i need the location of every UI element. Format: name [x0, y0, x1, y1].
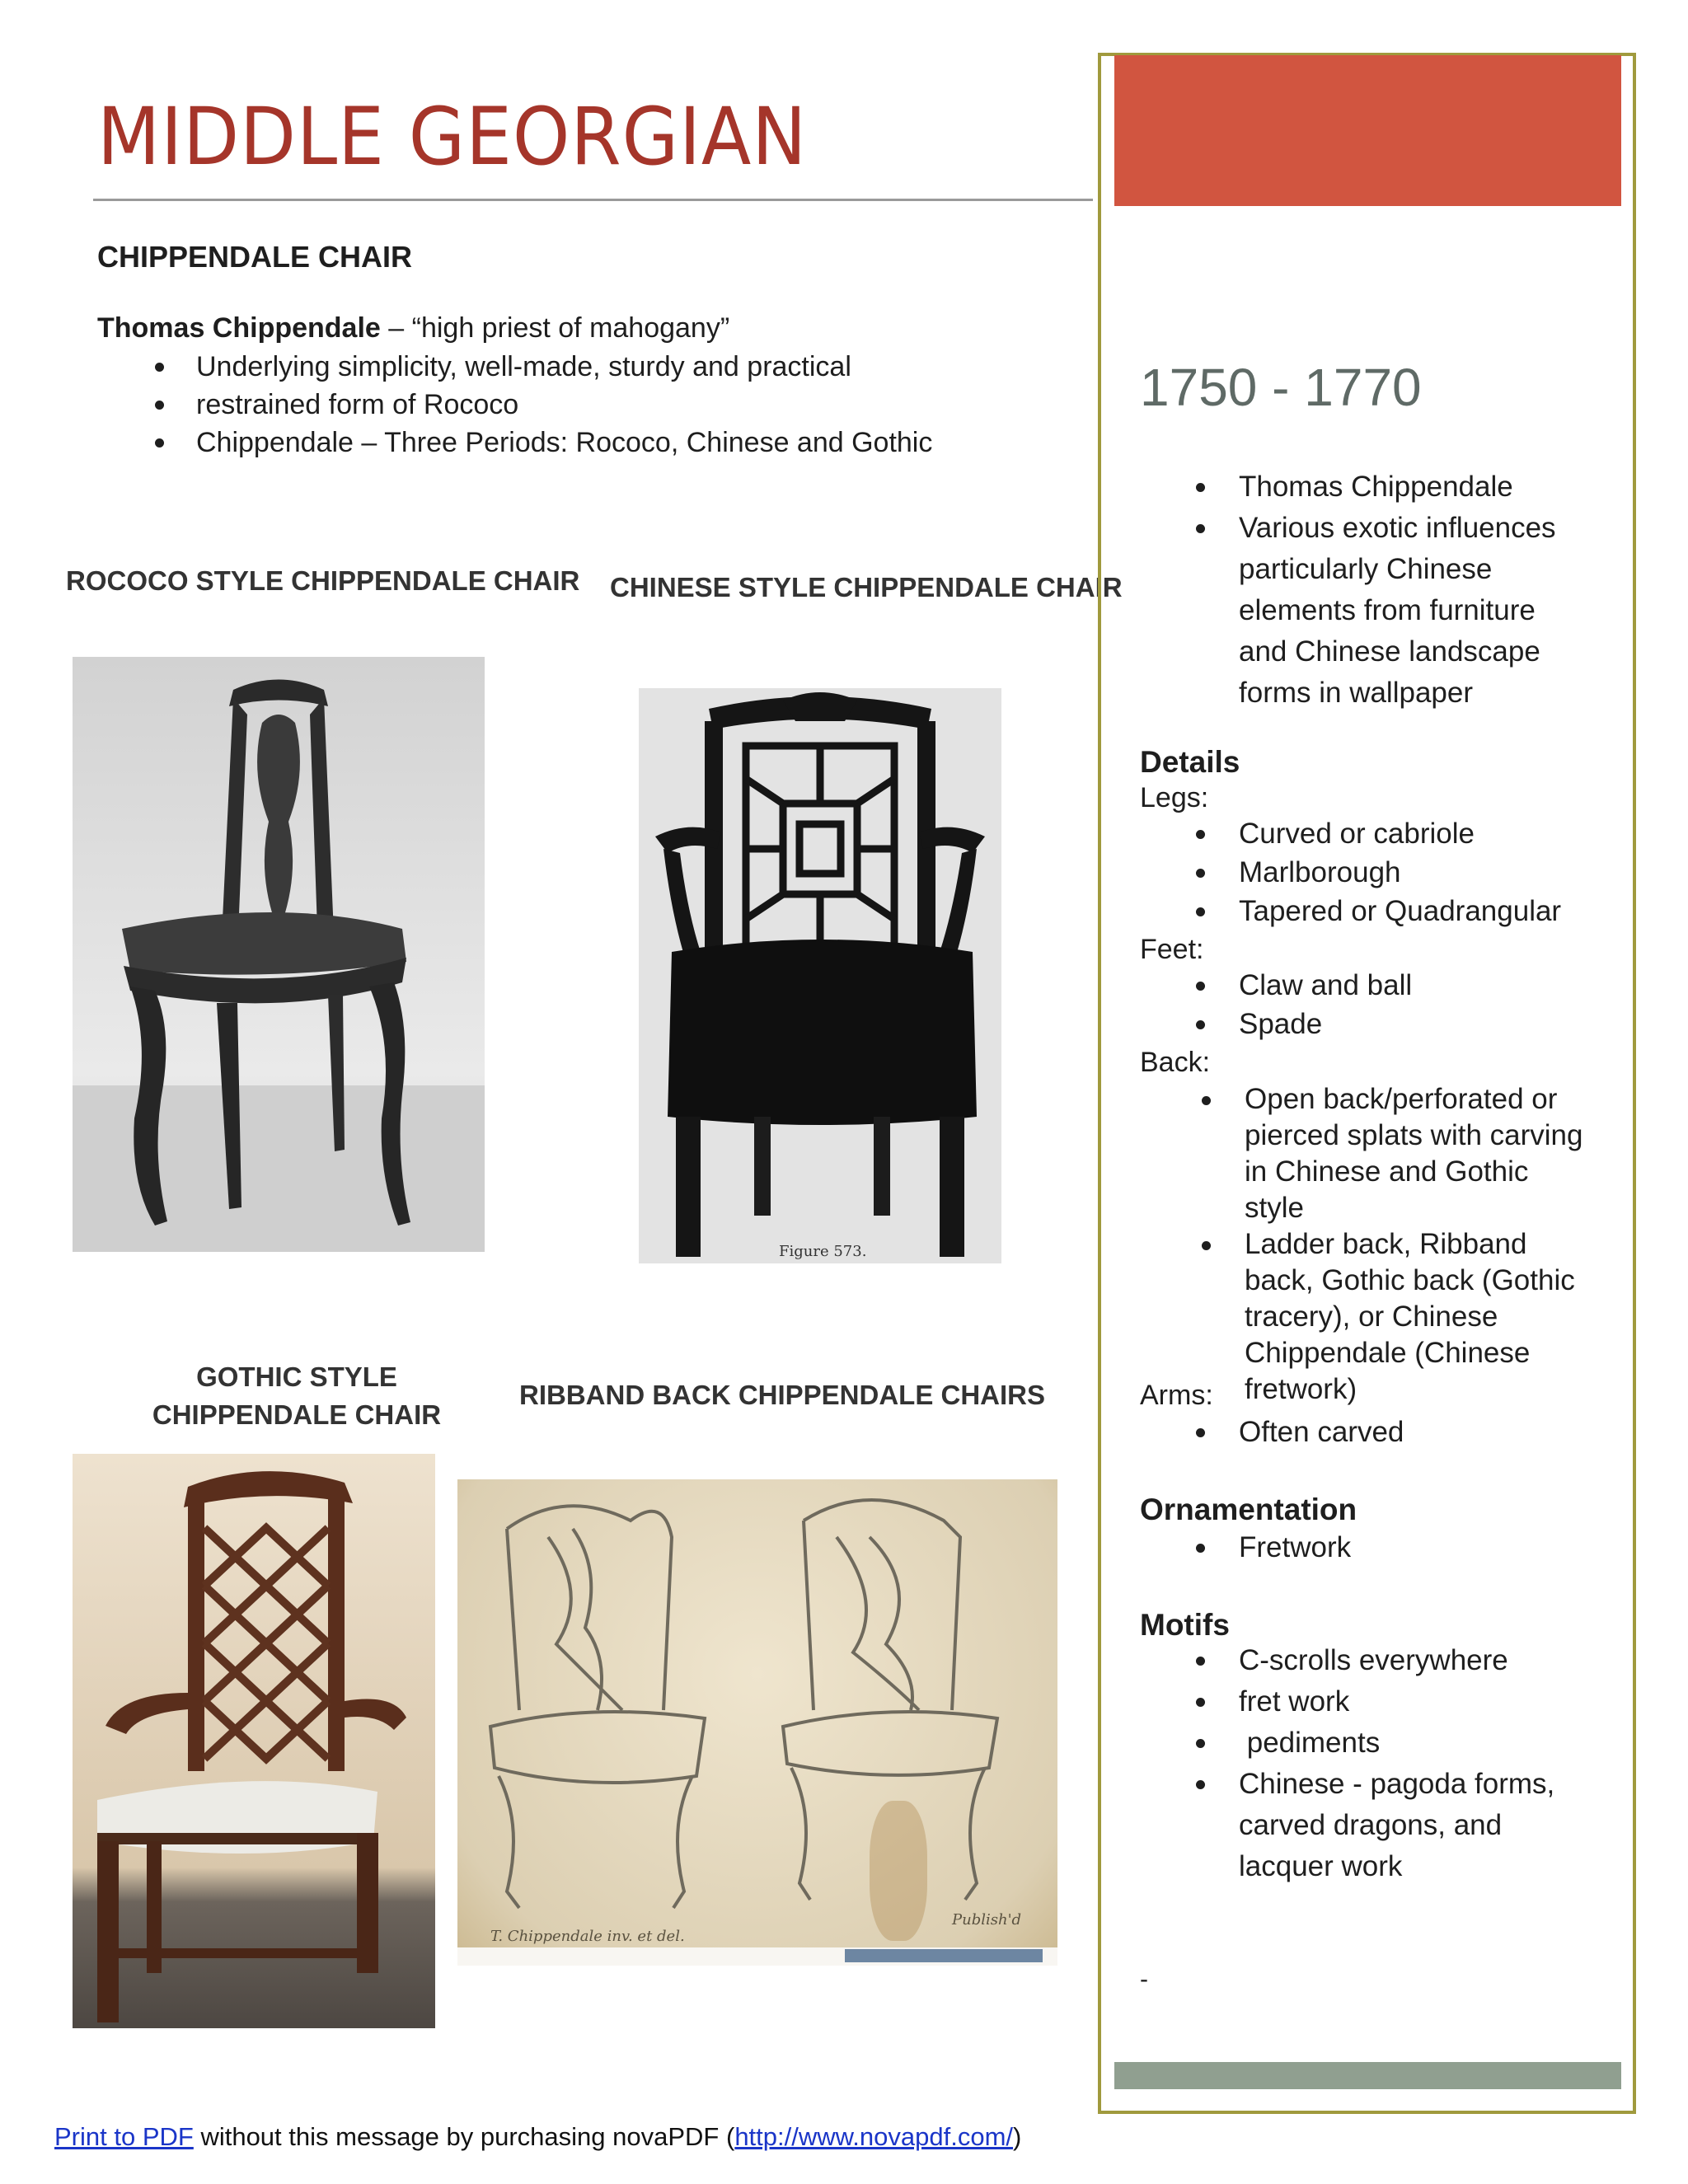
engraving-signature-left: T. Chippendale inv. et del.: [490, 1928, 685, 1945]
legs-label: Legs:: [1140, 782, 1209, 813]
footer-close: ): [1013, 2122, 1022, 2151]
list-item: Tapered or Quadrangular: [1239, 892, 1561, 930]
section-heading: CHIPPENDALE CHAIR: [97, 240, 413, 274]
paper-edge: [457, 1947, 1057, 1966]
intro-line: [97, 310, 729, 346]
list-item: Thomas Chippendale: [1239, 466, 1585, 508]
feet-list: [1239, 966, 1412, 1043]
motifs-heading: Motifs: [1140, 1608, 1230, 1642]
list-item: Claw and ball: [1239, 966, 1412, 1005]
ribband-chairs-engraving: [457, 1479, 1057, 1966]
list-item: Ladder back, Ribband back, Gothic back (Gothic tracery), or Chinese Chippendale (Chinese fretwork): [1245, 1226, 1591, 1408]
figure-label: Figure 573.: [779, 1243, 867, 1260]
chinese-chair-image: [639, 688, 1001, 1263]
motifs-list: [1239, 1640, 1585, 1887]
print-to-pdf-link[interactable]: Print to PDF: [54, 2122, 194, 2151]
list-item: Curved or cabriole: [1239, 814, 1561, 853]
rococo-chair-image: [73, 657, 485, 1252]
sidebar-accent-block: [1114, 55, 1621, 206]
list-item: Various exotic influences particularly Chinese elements from furniture and Chinese landscape forms in wallpaper: [1239, 508, 1585, 714]
intro-bullet-list: [196, 348, 932, 462]
list-item: Underlying simplicity, well-made, sturdy and practical: [196, 348, 932, 386]
novapdf-link[interactable]: http://www.novapdf.com/: [734, 2122, 1014, 2151]
date-range: 1750 - 1770: [1140, 358, 1422, 417]
back-list: [1245, 1081, 1591, 1408]
ornamentation-list: [1239, 1528, 1351, 1567]
list-item: Often carved: [1239, 1413, 1404, 1451]
list-item: Marlborough: [1239, 853, 1561, 892]
caption-gothic: GOTHIC STYLE CHIPPENDALE CHAIR: [152, 1361, 442, 1430]
engraving-signature-right: Publish'd: [952, 1911, 1022, 1929]
intro-name: Thomas Chippendale: [97, 312, 381, 344]
details-heading: Details: [1140, 745, 1240, 779]
list-item: Fretwork: [1239, 1528, 1351, 1567]
list-item: Open back/perforated or pierced splats with carving in Chinese and Gothic style: [1245, 1081, 1591, 1226]
back-label: Back:: [1140, 1047, 1211, 1078]
gothic-chair-image: [73, 1454, 435, 2028]
trailing-dash: -: [1140, 1966, 1148, 1993]
list-item: Chinese - pagoda forms, carved dragons, and lacquer work: [1239, 1764, 1585, 1887]
list-item: pediments: [1239, 1722, 1585, 1764]
arms-label: Arms:: [1140, 1380, 1213, 1411]
list-item: fret work: [1239, 1681, 1585, 1722]
list-item: C-scrolls everywhere: [1239, 1640, 1585, 1681]
date-bullet-list: [1239, 466, 1585, 714]
page-title: MIDDLE GEORGIAN: [97, 91, 808, 183]
feet-label: Feet:: [1140, 934, 1204, 965]
ornamentation-heading: Ornamentation: [1140, 1493, 1357, 1526]
arms-list: [1239, 1413, 1404, 1451]
list-item: restrained form of Rococo: [196, 386, 932, 424]
intro-quote: – “high priest of mahogany”: [380, 312, 730, 344]
sidebar-footer-bar: [1114, 2062, 1621, 2089]
footer-message: [54, 2122, 1021, 2152]
paper-stain: [870, 1801, 927, 1941]
footer-text: without this message by purchasing novaPDF (: [193, 2122, 735, 2151]
caption-chinese: CHINESE STYLE CHIPPENDALE CHAIR: [610, 572, 1123, 602]
caption-rococo: ROCOCO STYLE CHIPPENDALE CHAIR: [66, 565, 580, 596]
title-divider: [93, 199, 1093, 201]
list-item: Chippendale – Three Periods: Rococo, Chinese and Gothic: [196, 424, 932, 462]
legs-list: [1239, 814, 1561, 930]
caption-ribband: RIBBAND BACK CHIPPENDALE CHAIRS: [519, 1380, 1046, 1410]
list-item: Spade: [1239, 1005, 1412, 1043]
